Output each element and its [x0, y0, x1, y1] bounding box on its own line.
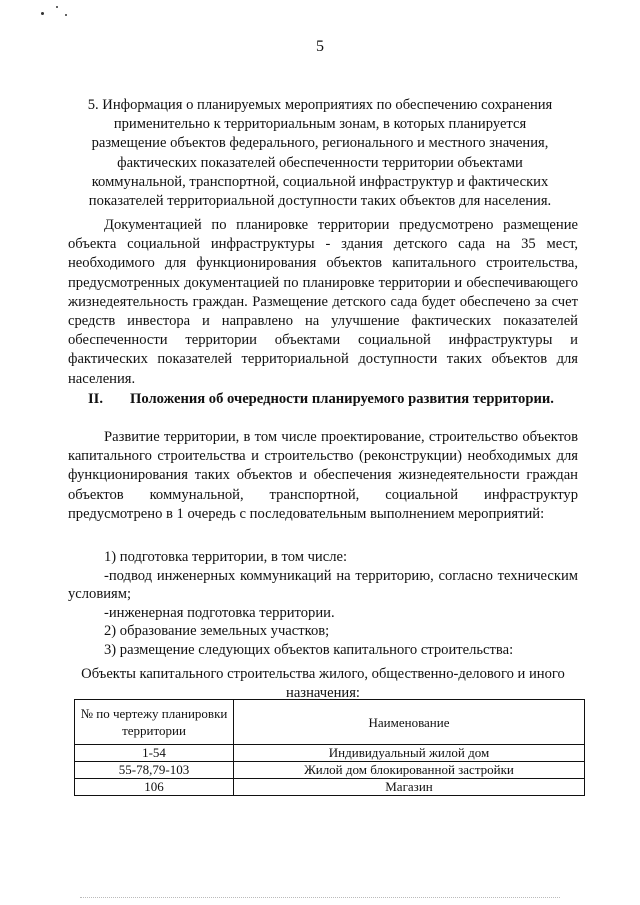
table-caption-line: назначения:	[286, 685, 360, 701]
cell-name: Индивидуальный жилой дом	[234, 745, 585, 762]
table-header-row	[75, 700, 585, 745]
cell-drawing-number: 1-54	[75, 745, 234, 762]
section-5-line: применительно к территориальным зонам, в которых планируется	[113, 116, 527, 133]
table-row	[75, 762, 585, 779]
list-item: -инженерная подготовка территории.	[104, 604, 335, 621]
section-5-heading	[70, 96, 570, 211]
paragraph-kindergarten: Документацией по планировке территории предусмотрено размещение объекта социальной инфраструктуры - здания детского сада на 35 мест, необходимого для функционирования объектов капитального строительства, предусмотренных документацией по планировке территории и обеспечивающего жизнедеятельность граждан. Размещение детского сада будет обеспечено за счет средств инвестора и направлено на улучшение фактических показателей обеспеченности территории объектами социальной инфраструктуры и фактических показателей территориальной доступности таких объектов для населения.	[68, 217, 578, 387]
measures-list	[68, 548, 578, 660]
header-drawing-number: № по чертежу планировки территории	[75, 700, 234, 745]
section-5-line: 5. Информация о планируемых мероприятиях по обеспечению сохранения	[87, 97, 553, 113]
list-item: 1) подготовка территории, в том числе:	[104, 549, 348, 565]
cell-name: Жилой дом блокированной застройки	[234, 762, 585, 779]
table-row	[75, 745, 585, 762]
cell-drawing-number: 106	[75, 779, 234, 796]
paragraph-development: Развитие территории, в том числе проектирование, строительство объектов капитального строительства и строительство (реконструкции) необходимых для функционирования таких объектов и обеспечения жизнедеятельности граждан объектов коммунальной, транспортной, социальной инфраструктур предусмотрено в 1 очередь с последовательным выполнением мероприятий:	[68, 429, 578, 522]
scan-speck	[56, 6, 58, 8]
header-name: Наименование	[234, 700, 585, 745]
section-5-line: показателей территориальной доступности таких объектов для населения.	[88, 193, 552, 210]
section-5-line: фактических показателей обеспеченности территории объектами	[117, 154, 523, 171]
list-item: 3) размещение следующих объектов капитального строительства:	[104, 641, 514, 658]
list-item: 2) образование земельных участков;	[104, 623, 330, 640]
list-item: -подвод инженерных коммуникаций на территорию, согласно техническим условиям;	[68, 567, 578, 603]
section-2-number: II.	[88, 391, 104, 407]
table-row	[75, 779, 585, 796]
scan-edge-line	[80, 897, 560, 898]
cell-drawing-number: 55-78,79-103	[75, 762, 234, 779]
table-caption	[68, 665, 578, 703]
objects-table	[74, 699, 585, 796]
table-caption-line: Объекты капитального строительства жилого, общественно-делового и иного	[81, 666, 565, 682]
section-5-line: коммунальной, транспортной, социальной инфраструктур и фактических	[91, 173, 549, 190]
scan-speck	[65, 14, 67, 16]
section-2-heading	[88, 391, 588, 408]
cell-name: Магазин	[234, 779, 585, 796]
page-number: 5	[316, 38, 324, 55]
section-2-title: Положения об очередности планируемого развития территории.	[130, 391, 554, 407]
scan-speck	[41, 12, 44, 15]
section-5-line: размещение объектов федерального, регионального и местного значения,	[91, 135, 549, 152]
